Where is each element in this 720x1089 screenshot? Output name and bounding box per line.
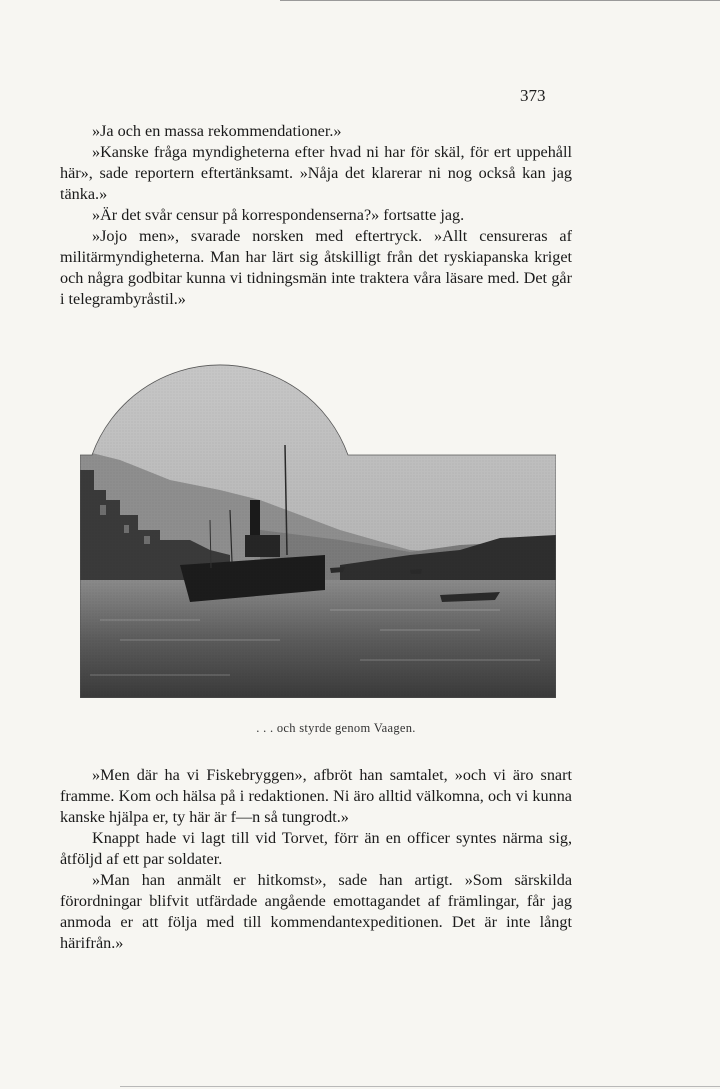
text-block-bottom <box>60 765 572 954</box>
paragraph: »Ja och en massa rekommendationer.» <box>92 122 342 140</box>
paragraph: »Jojo men», svarade norsken med eftertryck. »Allt censureras af militärmyndigheterna. Man har lärt sig åtskilligt från det ryskiapanska kriget och några godbitar kunna vi tidningsmän inte traktera våra läsare med. Det går i telegrambyråstil.» <box>60 227 572 308</box>
top-edge-rule <box>280 0 720 1</box>
photo-caption: . . . och styrde genom Vaagen. <box>256 721 416 735</box>
page-number: 373 <box>520 86 546 105</box>
paragraph: »Kanske fråga myndigheterna efter hvad ni har för skäl, för ert uppehåll här», sade reportern eftertänksamt. »Nåja det klarerar ni nog också kan jag tänka.» <box>60 143 572 203</box>
text-block-top <box>60 121 572 310</box>
paragraph: »Men där ha vi Fiskebryggen», afbröt han samtalet, »och vi äro snart framme. Kom och hälsa på i redaktionen. Ni äro alltid välkomna, och vi kunna kanske hjälpa er, ty här är f—n så tungrodt.» <box>60 766 572 826</box>
paragraph: »Är det svår censur på korrespondenserna?» fortsatte jag. <box>92 206 465 224</box>
harbor-photograph <box>80 340 556 698</box>
bottom-edge-rule <box>120 1086 720 1087</box>
paragraph: »Man han anmält er hitkomst», sade han artigt. »Som särskilda förordningar blifvit utfärdade angående emottagandet af främlingar, får jag anmoda er att följa med till kommendantexpeditionen. Det är inte långt härifrån.» <box>60 871 572 952</box>
paragraph: Knappt hade vi lagt till vid Torvet, förr än en officer syntes närma sig, åtföljd af ett par soldater. <box>60 829 572 868</box>
